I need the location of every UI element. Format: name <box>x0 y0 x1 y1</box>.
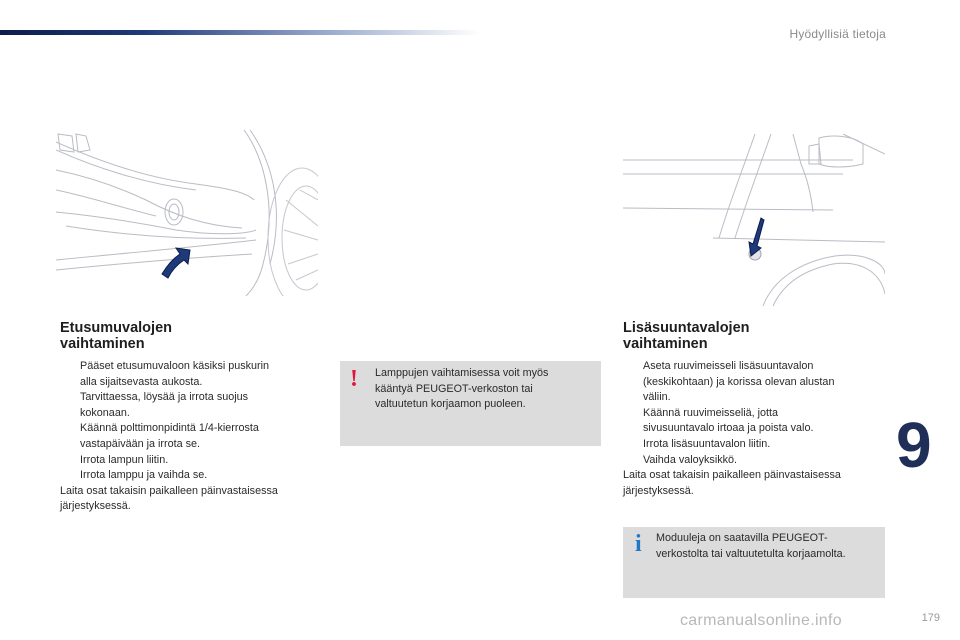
side-repeater-steps <box>623 359 885 499</box>
warning-note <box>340 361 601 446</box>
closing-text: Laita osat takaisin paikalleen päinvastaisessa <box>623 469 841 482</box>
down-arrow-icon <box>749 218 764 256</box>
chapter-number: 9 <box>896 409 932 481</box>
list-item: Irrota lisäsuuntavalon liitin. <box>643 437 771 450</box>
info-icon: i <box>635 531 642 557</box>
list-item: Aseta ruuvimeisseli lisäsuuntavalon (keskikohtaan) ja korissa olevan alustan väliin. <box>643 360 835 404</box>
header-gradient-bar <box>0 30 480 35</box>
list-item: Vaihda valoyksikkö. <box>643 453 738 466</box>
list-item: Pääset etusumuvaloon käsiksi puskurin alla sijaitsevasta aukosta. Tarvittaessa, löysää ja irrota suojus kokonaan. <box>80 360 270 419</box>
page-number: 179 <box>921 612 940 624</box>
info-text: Moduuleja on saatavilla PEUGEOT- verkostolta tai valtuutetulta korjaamolta. <box>656 532 846 560</box>
list-item: Käännä polttimonpidintä 1/4-kierrosta vastapäivään ja irrota se. <box>80 422 259 450</box>
warning-text: Lamppujen vaihtamisessa voit myös kääntyä PEUGEOT-verkoston tai valtuutetun korjaamon puoleen. <box>375 367 549 411</box>
front-foglamp-title: Etusumuvalojen vaihtaminen <box>60 320 172 352</box>
front-foglamp-steps <box>60 359 315 515</box>
list-item: Irrota lamppu ja vaihda se. <box>80 469 208 482</box>
exclamation-icon: ! <box>350 366 358 392</box>
front-foglamp-illustration <box>56 130 318 296</box>
curved-arrow-icon <box>162 248 190 278</box>
closing-text: järjestyksessä. <box>623 484 694 497</box>
watermark: carmanualsonline.info <box>680 612 842 629</box>
chapter-title: Hyödyllisiä tietoja <box>789 27 886 41</box>
list-item: Irrota lampun liitin. <box>80 453 169 466</box>
closing-text: Laita osat takaisin paikalleen päinvastaisessa <box>60 484 278 497</box>
side-repeater-illustration <box>623 134 885 306</box>
side-repeater-title: Lisäsuuntavalojen vaihtaminen <box>623 320 750 352</box>
info-note <box>623 527 885 598</box>
closing-text: järjestyksessä. <box>60 500 131 513</box>
list-item: Käännä ruuvimeisseliä, jotta sivusuuntavalo irtoaa ja poista valo. <box>643 406 814 435</box>
